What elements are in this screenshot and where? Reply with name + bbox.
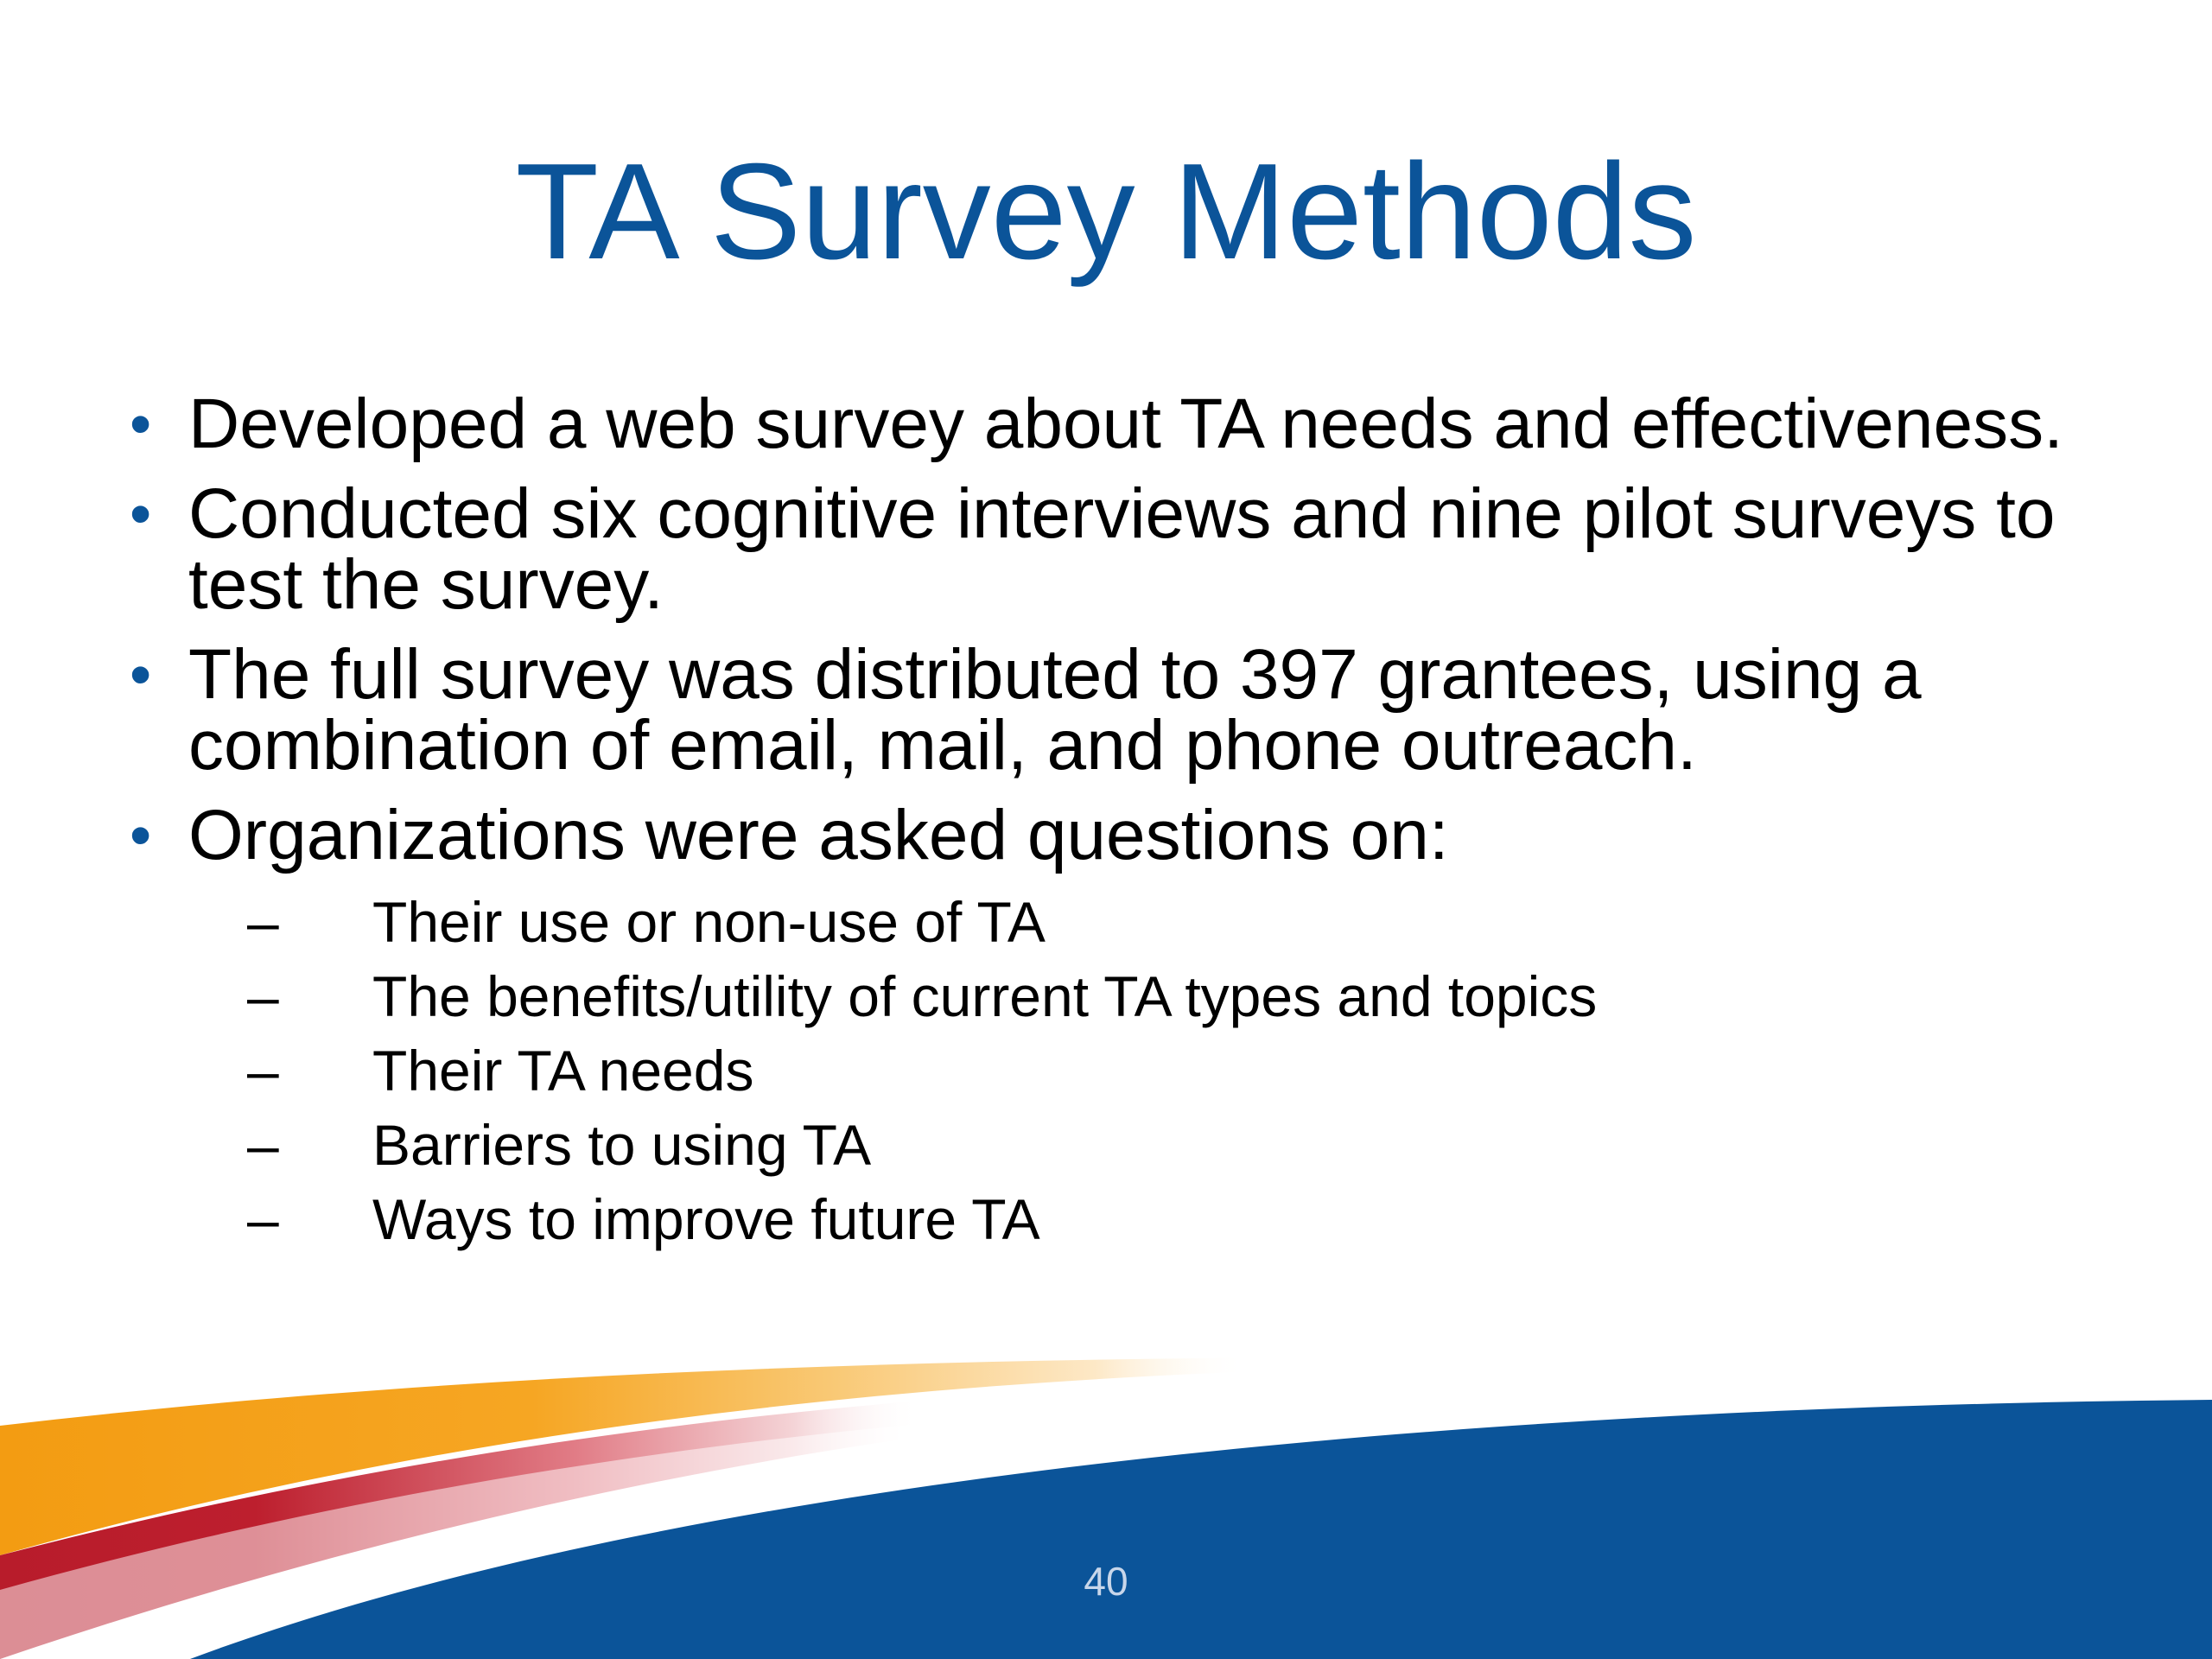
page-number: 40: [1084, 1559, 1128, 1604]
sub-bullet-item: [247, 1182, 2143, 1256]
sub-bullet-item: [247, 885, 2143, 959]
sub-bullet-list: [188, 885, 2143, 1256]
dash-icon: –: [247, 1039, 279, 1103]
dash-icon: –: [247, 1113, 279, 1177]
bullet-list: [130, 385, 2143, 1275]
bullet-text: Conducted six cognitive interviews and nine pilot surveys to test the survey.: [188, 474, 2056, 624]
sub-bullet-item: [247, 1108, 2143, 1182]
sub-bullet-text: Barriers to using TA: [372, 1113, 872, 1177]
bullet-dot-icon: •: [130, 390, 152, 459]
bullet-text: The full survey was distributed to 397 grantees, using a combination of email, mail, and phone outreach.: [188, 635, 1922, 785]
bullet-dot-icon: •: [130, 801, 152, 870]
dash-icon: –: [247, 1187, 279, 1251]
footer-wave-graphic: [0, 1331, 2212, 1659]
sub-bullet-item: [247, 959, 2143, 1033]
slide-title: TA Survey Methods: [515, 136, 1697, 288]
dash-icon: –: [247, 890, 279, 954]
bullet-item: [130, 635, 2143, 785]
bullet-item: [130, 474, 2143, 624]
bullet-text: Organizations were asked questions on:: [188, 796, 1449, 874]
dash-icon: –: [247, 964, 279, 1028]
bullet-item: [130, 385, 2143, 463]
bullet-dot-icon: •: [130, 480, 152, 549]
sub-bullet-text: Their TA needs: [372, 1039, 754, 1103]
bullet-text: Developed a web survey about TA needs and effectiveness.: [188, 385, 2063, 463]
sub-bullet-item: [247, 1033, 2143, 1108]
bullet-dot-icon: •: [130, 640, 152, 709]
sub-bullet-text: Their use or non-use of TA: [372, 890, 1046, 954]
sub-bullet-text: Ways to improve future TA: [372, 1187, 1040, 1251]
bullet-item: [130, 796, 2143, 1256]
sub-bullet-text: The benefits/utility of current TA types and topics: [372, 964, 1598, 1028]
